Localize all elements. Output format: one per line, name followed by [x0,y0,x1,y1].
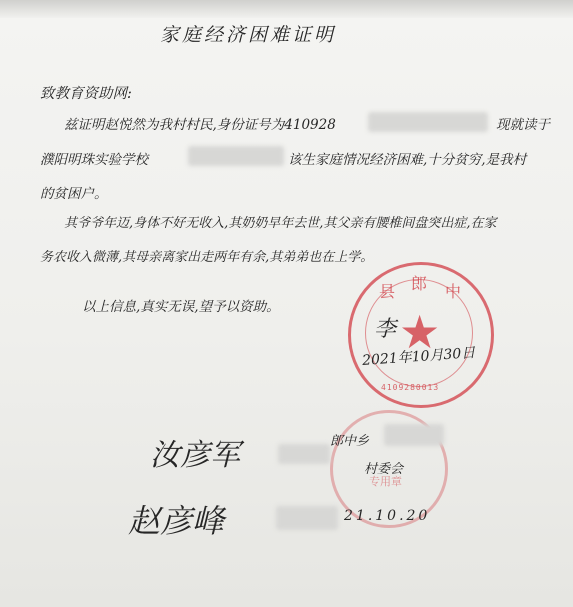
paragraph1-line3: 的贫困户。 [40,186,108,202]
redacted-class [188,146,284,166]
paragraph3: 以上信息,真实无误,望予以资助。 [82,299,280,315]
seal-signature: 李 [374,317,397,342]
township-seal-text: 专用章 [369,475,402,488]
paragraph1-line1: 兹证明赵悦然为我村村民,身份证号为410928 [64,117,336,133]
paragraph1-line1-end: 现就读于 [496,117,550,133]
stamp-char-3: 中 [445,282,462,301]
redacted-id-number [368,112,488,132]
paragraph2-line1: 其爷爷年迈,身体不好无收入,其奶奶早年去世,其父亲有腰椎间盘突出症,在家 [64,216,497,231]
redacted-village-name [384,424,444,446]
stamp-line-committee: 村委会 [364,462,404,477]
stamp-char-2: 郎 [411,274,428,293]
redacted-phone-1 [278,444,330,464]
signature-1: 汝彦军 [150,438,240,473]
salutation: 致教育资助网: [40,86,132,102]
star-icon: ★ [399,305,441,359]
stamp-code: 4109280013 [381,383,440,392]
document-title: 家庭经济困难证明 [160,24,337,46]
stamp-char-1: 县 [379,282,396,301]
page-edge-shadow [0,0,573,18]
village-seal-stamp [348,262,494,408]
seal-date: 2021年10月30日 [361,345,476,369]
signature-2: 赵彦峰 [128,502,225,540]
signature-date: 21.10.20 [344,508,431,524]
paragraph2-line2: 务农收入微薄,其母亲离家出走两年有余,其弟弟也在上学。 [40,250,374,265]
paragraph1-line2-start: 濮阳明珠实验学校 [40,152,148,168]
stamp-line-township: 郎中乡 [330,434,370,449]
redacted-phone-2 [276,506,338,530]
paragraph1-line2-end: 该生家庭情况经济困难,十分贫穷,是我村 [288,152,527,168]
